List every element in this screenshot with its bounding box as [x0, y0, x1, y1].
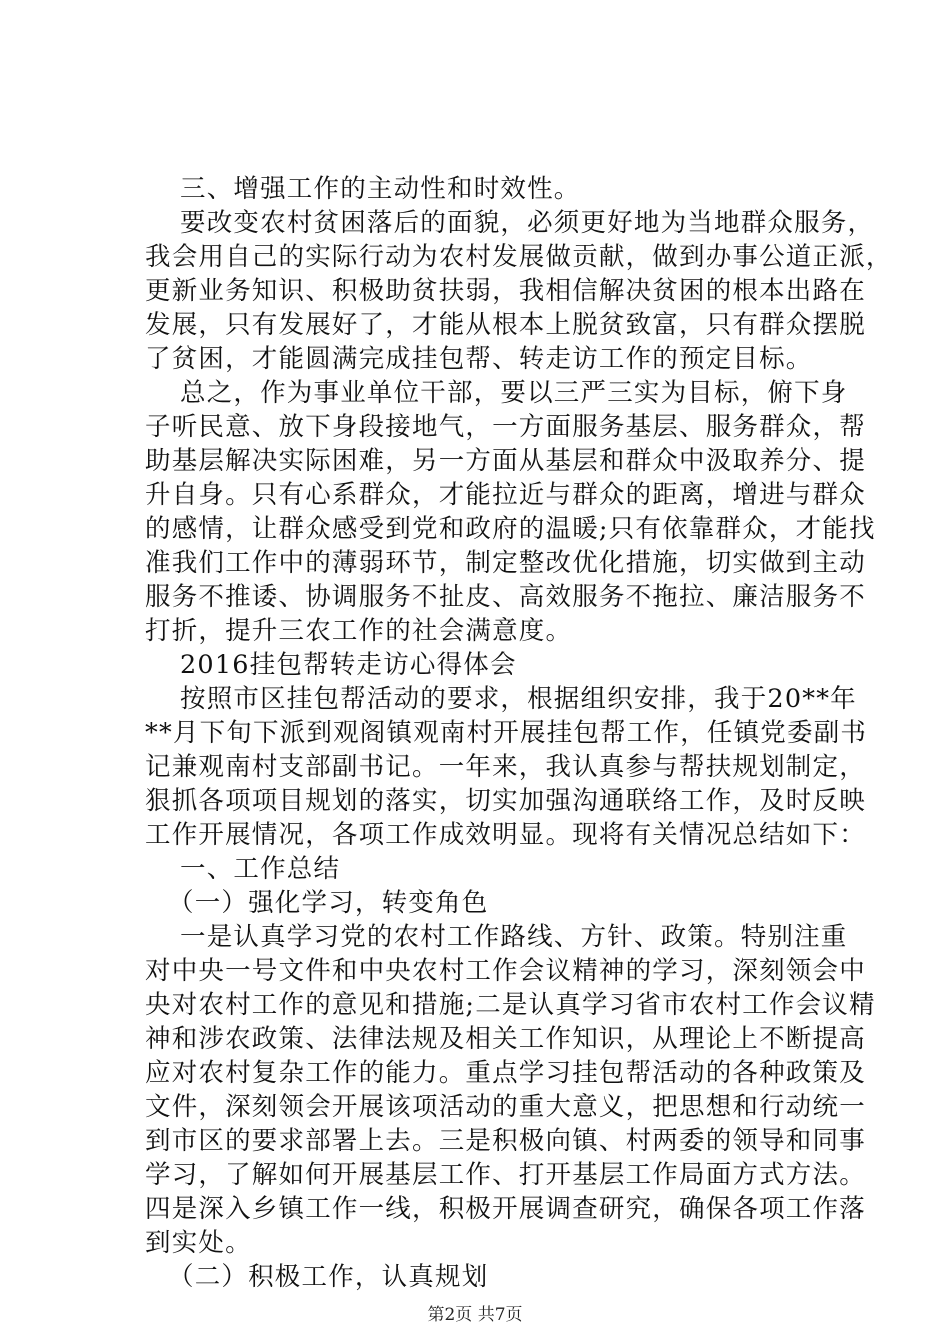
paragraph-line: 要改变农村贫困落后的面貌，必须更好地为当地群众服务， [180, 208, 875, 238]
paragraph-line: 对中央一号文件和中央农村工作会议精神的学习，深刻领会中 [145, 956, 866, 986]
paragraph-line: 发展，只有发展好了，才能从根本上脱贫致富，只有群众摆脱 [145, 310, 866, 340]
paragraph-line: 更新业务知识、积极助贫扶弱，我相信解决贫困的根本出路在 [145, 276, 866, 306]
paragraph-line: 子听民意、放下身段接地气，一方面服务基层、服务群众，帮 [145, 412, 866, 442]
article-title: 2016挂包帮转走访心得体会 [180, 650, 517, 680]
paragraph-line: 了贫困，才能圆满完成挂包帮、转走访工作的预定目标。 [145, 344, 813, 374]
paragraph-line: 升自身。只有心系群众，才能拉近与群众的距离，增进与群众 [145, 480, 866, 510]
section-heading: 三、增强工作的主动性和时效性。 [180, 174, 581, 204]
paragraph-line: 到实处。 [145, 1228, 252, 1258]
subsection-heading: （二）积极工作，认真规划 [168, 1262, 489, 1292]
paragraph-line: 我会用自己的实际行动为农村发展做贡献，做到办事公道正派， [145, 242, 893, 272]
section-heading: 一、工作总结 [180, 854, 341, 884]
paragraph-line: 准我们工作中的薄弱环节，制定整改优化措施，切实做到主动 [145, 548, 866, 578]
paragraph-line: 打折，提升三农工作的社会满意度。 [145, 616, 573, 646]
paragraph-line: 助基层解决实际困难，另一方面从基层和群众中汲取养分、提 [145, 446, 866, 476]
paragraph-line: 央对农村工作的意见和措施;二是认真学习省市农村工作会议精 [145, 990, 876, 1020]
paragraph-line: 学习，了解如何开展基层工作、打开基层工作局面方式方法。 [145, 1160, 866, 1190]
paragraph-line: 服务不推诿、协调服务不扯皮、高效服务不拖拉、廉洁服务不 [145, 582, 866, 612]
paragraph-line: 的感情，让群众感受到党和政府的温暖;只有依靠群众，才能找 [145, 514, 876, 544]
paragraph-line: 一是认真学习党的农村工作路线、方针、政策。特别注重 [180, 922, 848, 952]
paragraph-line: 按照市区挂包帮活动的要求，根据组织安排，我于20**年 [180, 684, 857, 714]
page-number: 第2页 共7页 [427, 1305, 523, 1325]
paragraph-line: 文件，深刻领会开展该项活动的重大意义，把思想和行动统一 [145, 1092, 866, 1122]
paragraph-line: 四是深入乡镇工作一线，积极开展调查研究，确保各项工作落 [145, 1194, 866, 1224]
paragraph-line: 总之，作为事业单位干部，要以三严三实为目标，俯下身 [180, 378, 848, 408]
paragraph-line: 到市区的要求部署上去。三是积极向镇、村两委的领导和同事 [145, 1126, 866, 1156]
subsection-heading: （一）强化学习，转变角色 [168, 888, 489, 918]
paragraph-line: **月下旬下派到观阁镇观南村开展挂包帮工作，任镇党委副书 [145, 718, 868, 748]
paragraph-line: 工作开展情况，各项工作成效明显。现将有关情况总结如下： [145, 820, 866, 850]
paragraph-line: 应对农村复杂工作的能力。重点学习挂包帮活动的各种政策及 [145, 1058, 866, 1088]
paragraph-line: 记兼观南村支部副书记。一年来，我认真参与帮扶规划制定， [145, 752, 866, 782]
paragraph-line: 神和涉农政策、法律法规及相关工作知识，从理论上不断提高 [145, 1024, 866, 1054]
paragraph-line: 狠抓各项项目规划的落实，切实加强沟通联络工作，及时反映 [145, 786, 866, 816]
